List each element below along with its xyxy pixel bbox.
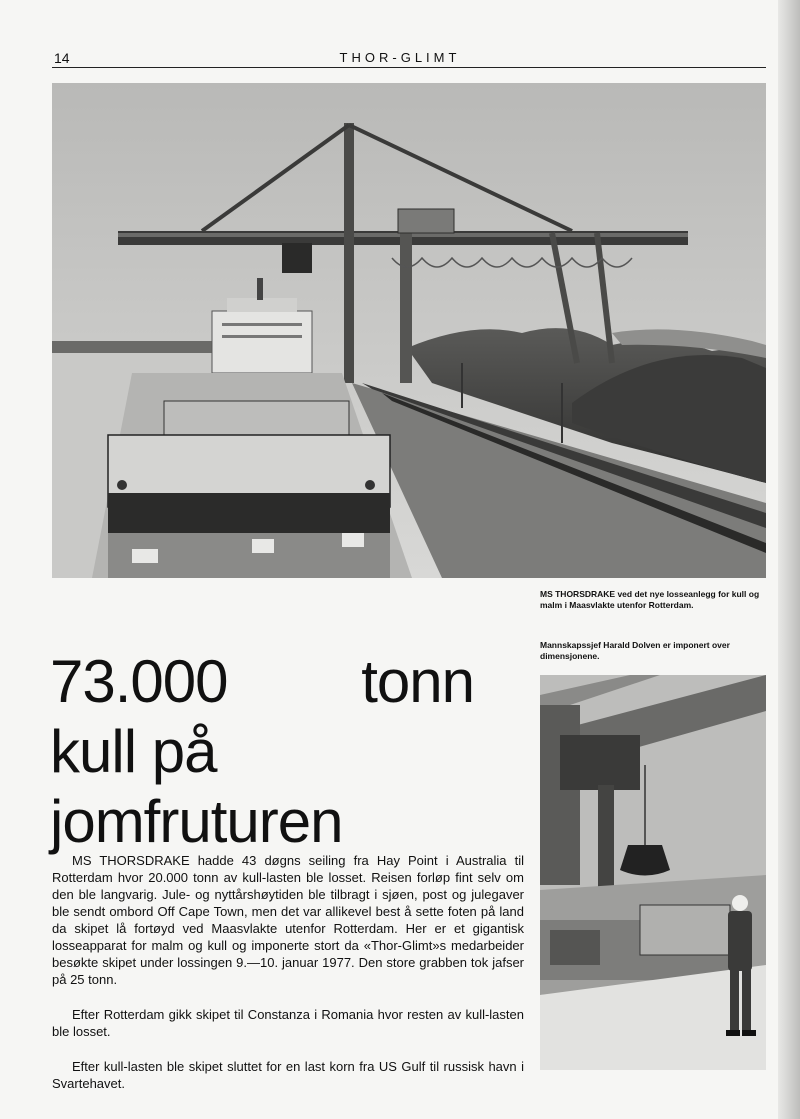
main-photo-ship-unloading [52,83,766,578]
headline-number: 73.000 [50,648,228,716]
headline-line-3: jomfruturen [50,788,343,856]
ship-and-crane-illustration [52,83,766,578]
side-photo-crew-member [540,675,766,1070]
article-body [52,852,524,1110]
article-paragraph-3: Efter kull-lasten ble skipet sluttet for en last korn fra US Gulf til russisk havn i Svartehavet. [52,1059,524,1091]
article-paragraph-1: MS THORSDRAKE hadde 43 døgns seiling fra Hay Point i Australia til Rotterdam hvor 20.000 tonn av kull-lasten ble losset. Reisen forløp fint selv om den ble langvarig. Jule- og nyttårshøytiden ble tilbragt i sjøen, post og julegaver ble sendt ombord Off Cape Town, men det var allikevel best å sette foten på land da skipet lå fortøyd ved Maasvlakte utenfor Rotterdam. Her er et gigantisk losseapparat for malm og kull og imponerte stort da «Thor-Glimt»s medarbeider besøkte skipet under lossingen 9.—10. januar 1977. Den store grabben tok jafser på 25 tonn. [52,853,524,987]
main-photo-caption: MS THORSDRAKE ved det nye losseanlegg for kull og malm i Maasvlakte utenfor Rotterdam. [540,589,760,610]
headline-line-1 [50,647,474,717]
crane-grab-illustration [540,675,766,1070]
headline-unit: tonn [361,648,474,716]
article-paragraph-2: Efter Rotterdam gikk skipet til Constanza i Romania hvor resten av kull-lasten ble losset. [52,1007,524,1039]
magazine-title: THOR-GLIMT [339,50,461,65]
side-photo-caption: Mannskapssjef Harald Dolven er imponert over dimensjonene. [540,640,730,661]
page-edge-shadow [778,0,800,1119]
article-headline [50,647,530,857]
headline-line-2: kull på [50,718,217,786]
header-rule [52,67,766,68]
page-number: 14 [54,50,70,66]
